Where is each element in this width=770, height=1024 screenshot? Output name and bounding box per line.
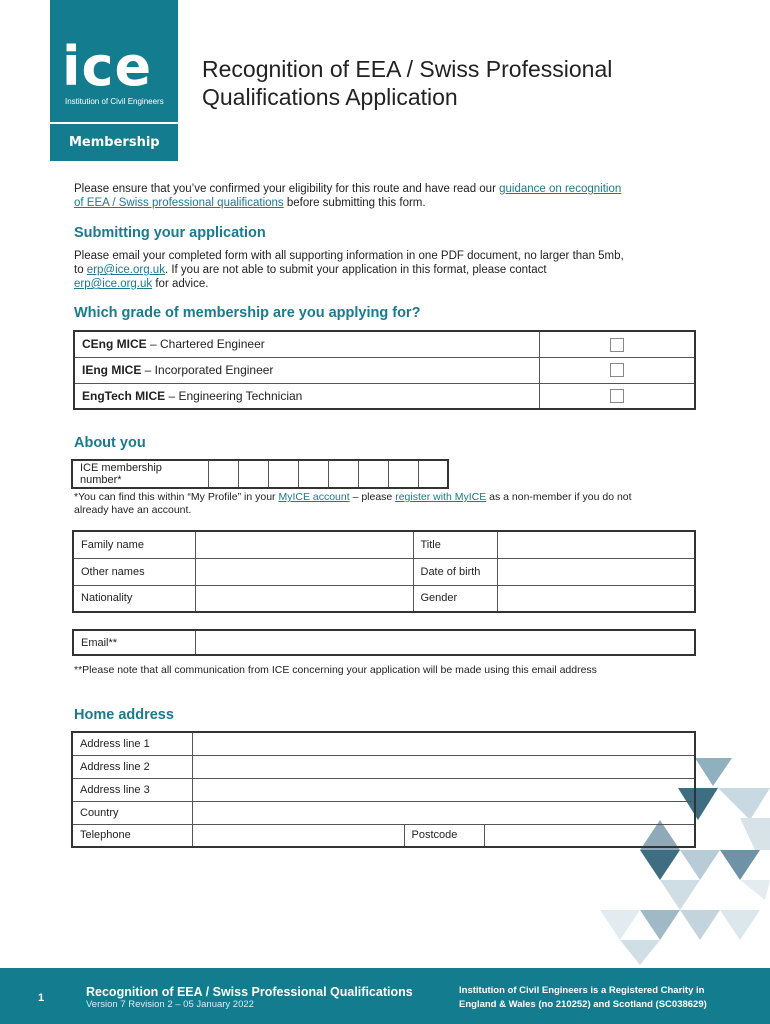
submitting-heading: Submitting your application <box>74 225 266 241</box>
guidance-link-cont[interactable]: of EEA / Swiss professional qualifications <box>74 197 284 209</box>
email-table <box>72 629 696 656</box>
grade-code: CEng MICE <box>82 337 147 352</box>
address-line3-label: Address line 3 <box>72 778 192 801</box>
family-name-field[interactable] <box>195 531 413 558</box>
intro-paragraph <box>74 182 704 210</box>
ice-logo: ice <box>62 35 153 98</box>
submitting-paragraph <box>74 249 704 291</box>
gender-field[interactable] <box>497 585 695 612</box>
grade-label <box>74 331 539 357</box>
register-myice-link[interactable]: register with MyICE <box>395 491 487 503</box>
email-label: Email** <box>73 630 195 655</box>
membership-digit-box[interactable] <box>238 460 268 488</box>
membership-note <box>74 491 704 517</box>
nationality-label: Nationality <box>73 585 195 612</box>
membership-digit-box[interactable] <box>298 460 328 488</box>
nationality-field[interactable] <box>195 585 413 612</box>
submitting-end: for advice. <box>152 278 209 290</box>
membership-digit-box[interactable] <box>328 460 358 488</box>
membership-digit-box[interactable] <box>268 460 298 488</box>
page-number: 1 <box>38 992 45 1004</box>
membership-label: Membership <box>69 135 160 150</box>
page-title-line1: Recognition of EEA / Swiss Professional <box>202 56 613 82</box>
address-heading: Home address <box>74 707 174 723</box>
dob-label: Date of birth <box>413 558 497 585</box>
membership-digit-box[interactable] <box>418 460 448 488</box>
membership-number-table <box>71 459 449 489</box>
grade-label <box>74 357 539 383</box>
intro-text-end: before submitting this form. <box>283 197 426 209</box>
myice-account-link[interactable]: MyICE account <box>278 491 350 503</box>
grade-label <box>74 383 539 409</box>
charity-statement <box>459 984 739 1012</box>
grade-desc: – Chartered Engineer <box>146 337 265 352</box>
address-line3-field[interactable] <box>192 778 695 801</box>
membership-digit-box[interactable] <box>358 460 388 488</box>
address-line1-field[interactable] <box>192 732 695 755</box>
gender-label: Gender <box>413 585 497 612</box>
grade-check-cell <box>539 331 695 357</box>
membership-digit-box[interactable] <box>208 460 238 488</box>
address-line2-field[interactable] <box>192 755 695 778</box>
family-name-label: Family name <box>73 531 195 558</box>
grade-table <box>73 330 696 410</box>
postcode-field[interactable] <box>484 824 695 847</box>
email-field[interactable] <box>195 630 695 655</box>
note-text: *You can find this within “My Profile” in your <box>74 491 279 503</box>
note-text-line2: already have an account. <box>74 504 192 516</box>
other-names-field[interactable] <box>195 558 413 585</box>
grade-check-cell <box>539 383 695 409</box>
submitting-to: to <box>74 264 87 276</box>
grade-desc: – Incorporated Engineer <box>141 363 274 377</box>
address-line2-label: Address line 2 <box>72 755 192 778</box>
grade-row-ceng <box>74 331 695 357</box>
telephone-field[interactable] <box>192 824 404 847</box>
personal-details-table <box>72 530 696 613</box>
engtech-checkbox[interactable] <box>610 389 624 403</box>
country-field[interactable] <box>192 801 695 824</box>
grade-code: EngTech MICE <box>82 388 166 403</box>
other-names-label: Other names <box>73 558 195 585</box>
address-table <box>71 731 696 848</box>
dob-field[interactable] <box>497 558 695 585</box>
footer-title: Recognition of EEA / Swiss Professional Qualifications <box>86 985 413 999</box>
membership-digit-box[interactable] <box>388 460 418 488</box>
country-label: Country <box>72 801 192 824</box>
note-text-mid: – please <box>349 491 396 503</box>
email-link[interactable]: erp@ice.org.uk <box>86 264 165 276</box>
ceng-checkbox[interactable] <box>610 338 624 352</box>
title-label: Title <box>413 531 497 558</box>
submitting-text: Please email your completed form with all supporting information in one PDF document, no larger than 5mb, <box>74 250 624 262</box>
address-line1-label: Address line 1 <box>72 732 192 755</box>
submitting-mid: . If you are not able to submit your application in this format, please contact <box>164 264 547 276</box>
telephone-label: Telephone <box>72 824 192 847</box>
charity-line1: Institution of Civil Engineers is a Registered Charity in <box>459 985 705 996</box>
grade-code: IEng MICE <box>82 363 142 377</box>
about-heading: About you <box>74 435 146 451</box>
page-title-line2: Qualifications Application <box>202 84 458 110</box>
logo-divider <box>50 122 178 124</box>
intro-text: Please ensure that you’ve confirmed your eligibility for this route and have read our <box>74 183 500 195</box>
grade-check-cell <box>539 357 695 383</box>
grade-row-engtech <box>74 383 695 409</box>
charity-line2: England & Wales (no 210252) and Scotland (SC038629) <box>459 999 707 1010</box>
grade-desc: – Engineering Technician <box>165 388 303 403</box>
email-link-2[interactable]: erp@ice.org.uk <box>74 278 153 290</box>
membership-number-label: ICE membership number* <box>72 460 208 488</box>
email-note: **Please note that all communication from ICE concerning your application will be made using this email address <box>74 664 597 676</box>
page-title <box>202 55 722 111</box>
grade-heading: Which grade of membership are you applying for? <box>74 305 421 321</box>
note-text-after: as a non-member if you do not <box>486 491 632 503</box>
grade-row-ieng <box>74 357 695 383</box>
ieng-checkbox[interactable] <box>610 363 624 377</box>
logo-subtitle: Institution of Civil Engineers <box>65 97 164 106</box>
guidance-link[interactable]: guidance on recognition <box>499 183 622 195</box>
title-field[interactable] <box>497 531 695 558</box>
postcode-label: Postcode <box>404 824 484 847</box>
footer-version: Version 7 Revision 2 – 05 January 2022 <box>86 999 254 1010</box>
